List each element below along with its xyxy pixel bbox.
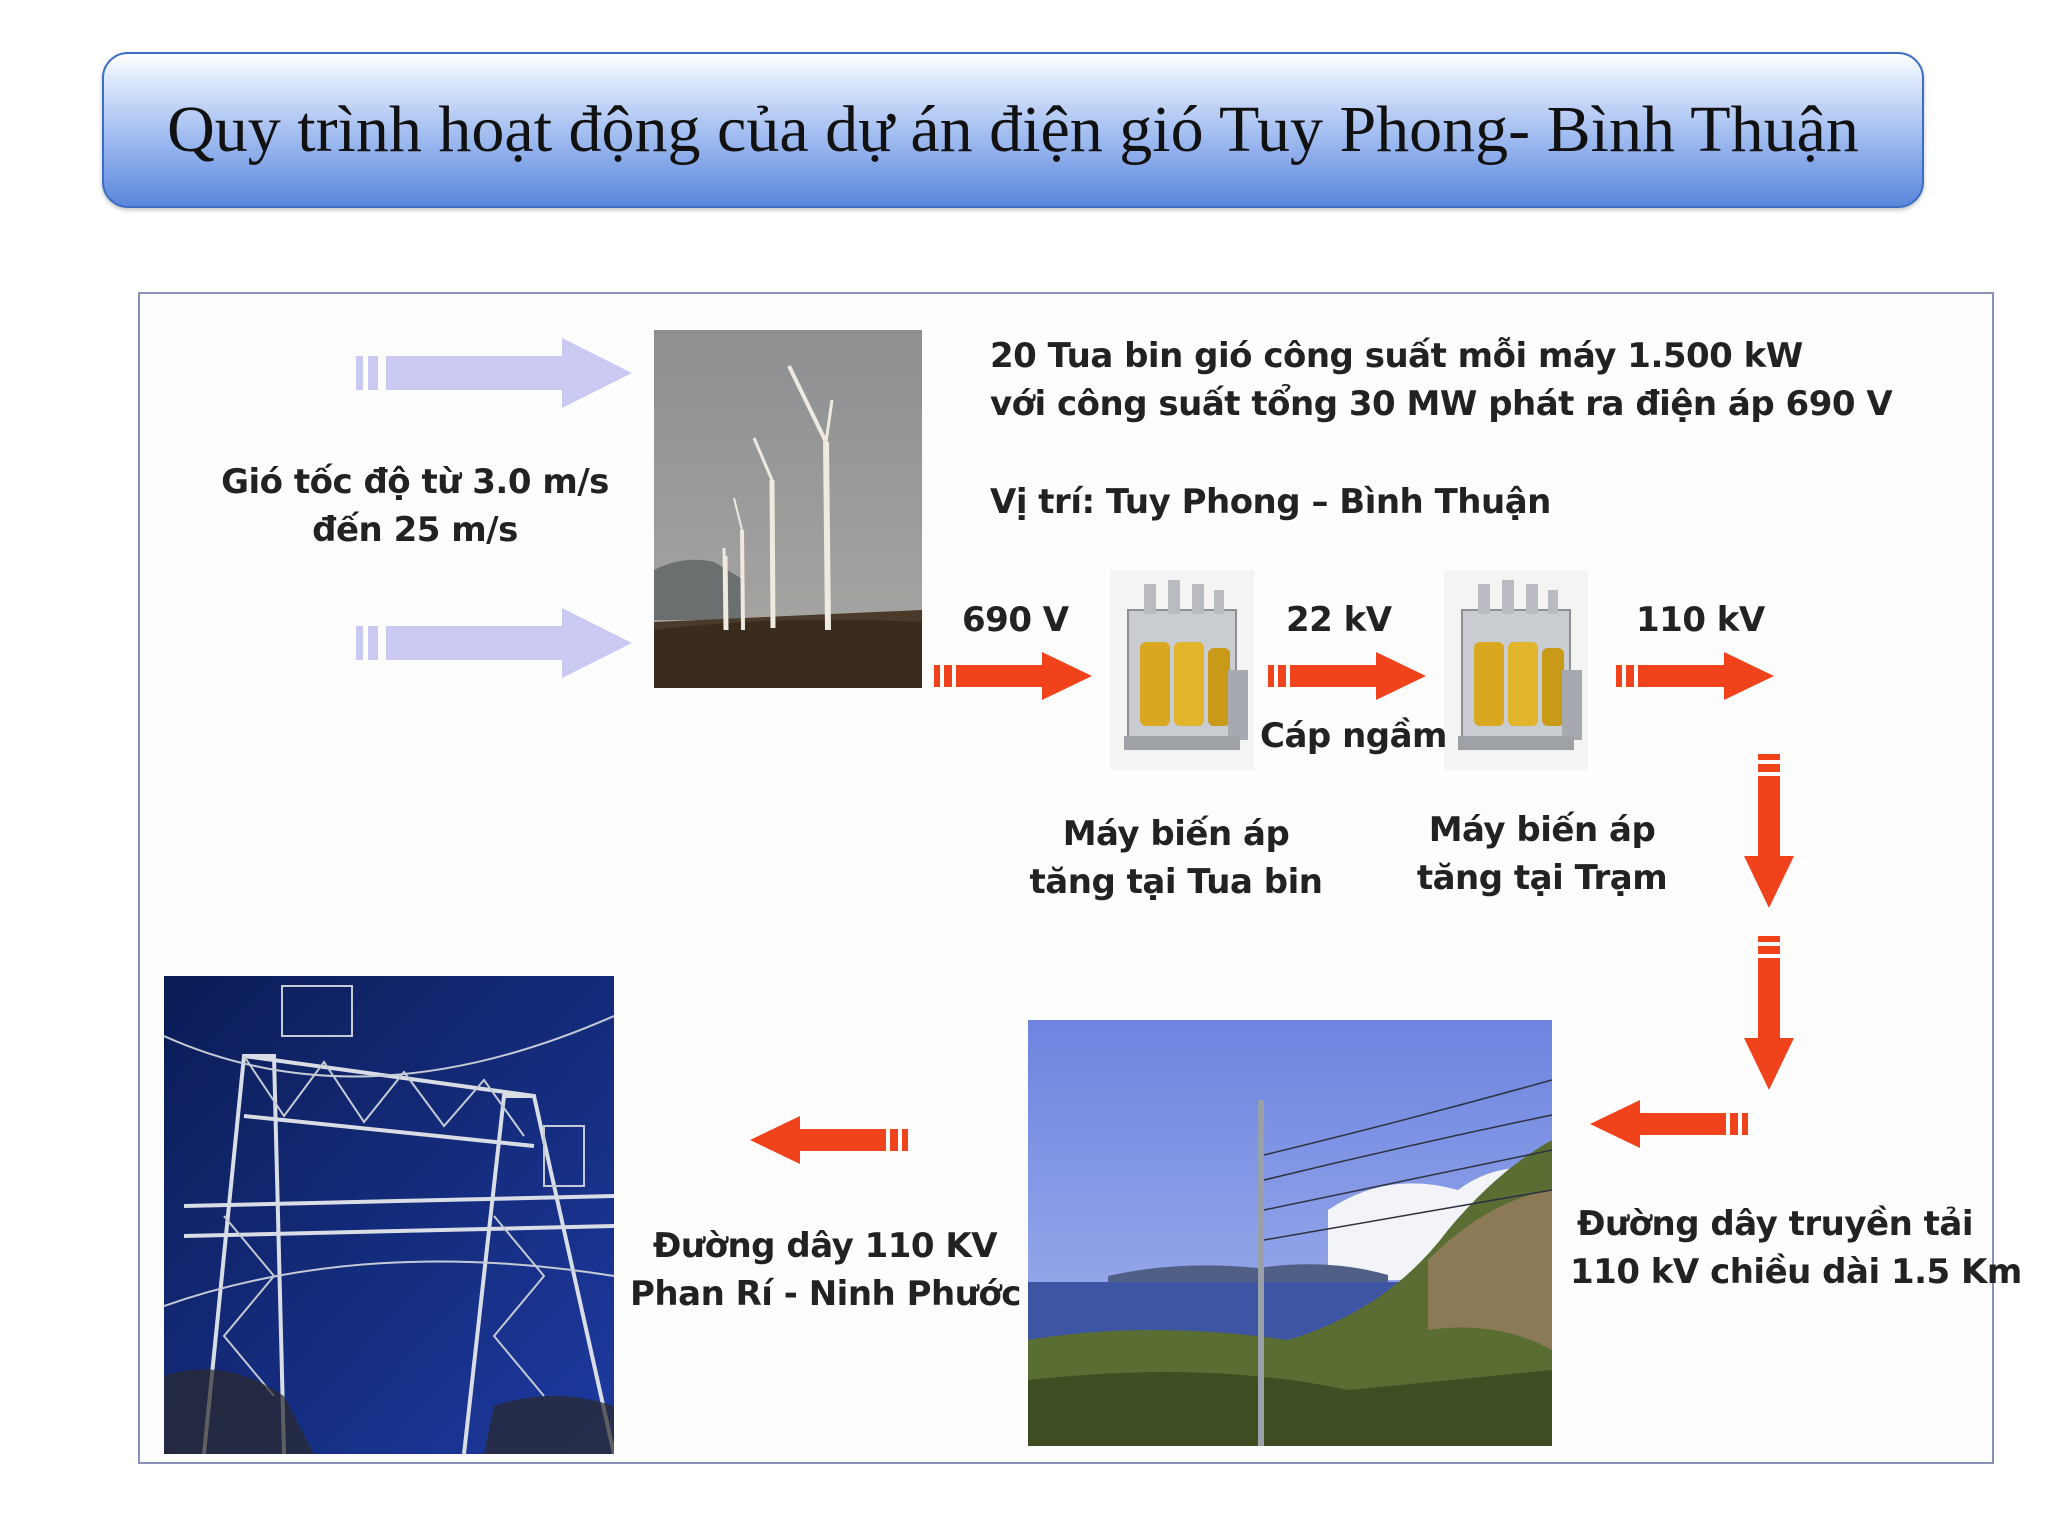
title-bar xyxy=(102,52,1924,208)
underground-cable-label: Cáp ngầm xyxy=(1260,716,1447,756)
power-arrow-110kv xyxy=(1614,650,1778,702)
transformer-station-label: Máy biến áp tăng tại Trạm xyxy=(1416,810,1668,898)
transformer-image-station xyxy=(1444,570,1588,770)
wind-arrow-bottom xyxy=(352,606,640,680)
power-arrow-down-1 xyxy=(1742,752,1796,912)
power-arrow-22kv xyxy=(1266,650,1430,702)
transformer-turbine-label: Máy biến áp tăng tại Tua bin xyxy=(1029,814,1323,902)
voltage-110kv-label: 110 kV xyxy=(1636,600,1765,640)
power-arrow-down-2 xyxy=(1742,934,1796,1094)
line-110kv-label: Đường dây 110 KV Phan Rí - Ninh Phước xyxy=(630,1226,1021,1314)
power-arrow-690v xyxy=(932,650,1096,702)
turbine-info: 20 Tua bin gió công suất mỗi máy 1.500 kW với công suất tổng 30 MW phát ra điện áp 690 V xyxy=(990,336,1893,424)
transmission-tower-photo xyxy=(164,976,614,1454)
wind-speed-label: Gió tốc độ từ 3.0 m/s đến 25 m/s xyxy=(221,462,609,550)
location-label: Vị trí: Tuy Phong – Bình Thuận xyxy=(990,482,1551,522)
voltage-22kv-label: 22 kV xyxy=(1286,600,1392,640)
power-arrow-left-transmission xyxy=(1586,1098,1750,1150)
wind-arrow-top xyxy=(352,336,640,410)
transformer-image-turbine xyxy=(1110,570,1254,770)
transmission-line-label: Đường dây truyền tải 110 kV chiều dài 1.5 Km xyxy=(1570,1204,2022,1292)
power-arrow-left-line xyxy=(746,1114,910,1166)
voltage-690-label: 690 V xyxy=(962,600,1069,640)
wind-turbine-photo xyxy=(654,330,922,688)
power-pole-photo xyxy=(1028,1020,1552,1446)
page-title: Quy trình hoạt động của dự án điện gió Tuy Phong- Bình Thuận xyxy=(167,93,1859,166)
